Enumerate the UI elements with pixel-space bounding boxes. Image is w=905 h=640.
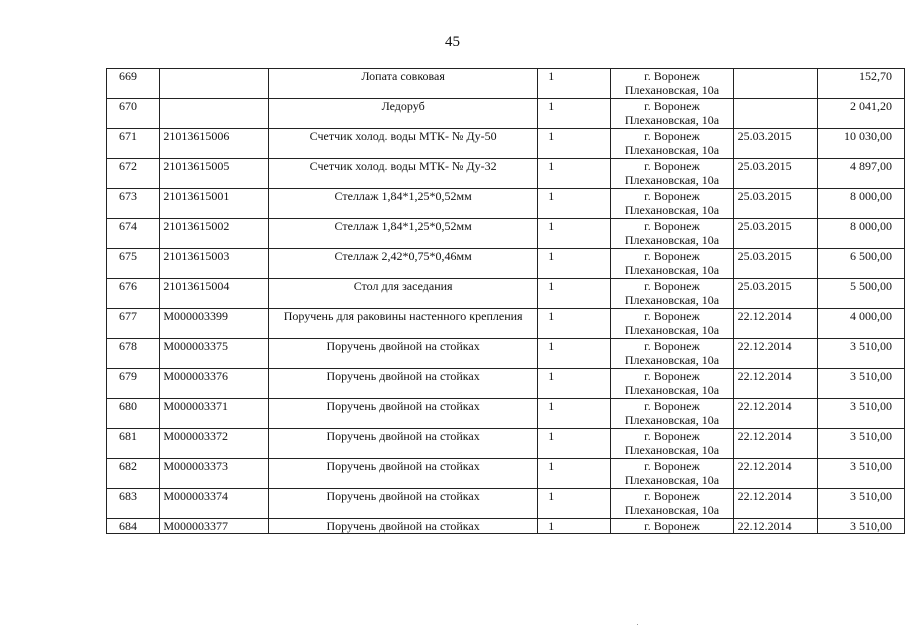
row-number-cell: 673: [107, 189, 160, 219]
inventory-table: [106, 68, 905, 534]
inventory-number-cell: 21013615001: [160, 189, 269, 219]
quantity-cell: 1: [538, 159, 611, 189]
table-row: [107, 489, 905, 519]
address-street: Плехановская, 10а: [624, 173, 720, 187]
address-street: Плехановская, 10а: [624, 143, 720, 157]
address-cell: [611, 279, 733, 309]
quantity-cell: 1: [538, 519, 611, 534]
row-number-cell: 672: [107, 159, 160, 189]
item-name-cell: Счетчик холод. воды МТК- № Ду-32: [269, 159, 538, 189]
row-number-cell: 678: [107, 339, 160, 369]
quantity-cell: 1: [538, 99, 611, 129]
address-street: Плехановская, 10а: [624, 323, 720, 337]
item-name-cell: Поручень двойной на стойках: [269, 519, 538, 534]
amount-cell: 3 510,00: [817, 399, 904, 429]
amount-cell: 5 500,00: [817, 279, 904, 309]
item-name-cell: Стол для заседания: [269, 279, 538, 309]
item-name-cell: Поручень двойной на стойках: [269, 459, 538, 489]
item-name-cell: Стеллаж 1,84*1,25*0,52мм: [269, 189, 538, 219]
date-cell: 22.12.2014: [733, 519, 817, 534]
date-cell: 25.03.2015: [733, 159, 817, 189]
item-name-cell: Счетчик холод. воды МТК- № Ду-50: [269, 129, 538, 159]
address-street: Плехановская, 10а: [624, 503, 720, 517]
row-number-cell: 674: [107, 219, 160, 249]
table-row: [107, 219, 905, 249]
amount-cell: 6 500,00: [817, 249, 904, 279]
address-city: г. Воронеж: [644, 219, 700, 233]
quantity-cell: 1: [538, 459, 611, 489]
date-cell: 22.12.2014: [733, 369, 817, 399]
inventory-number-cell: [160, 99, 269, 129]
item-name-cell: Лопата совковая: [269, 69, 538, 99]
table-row: [107, 369, 905, 399]
table-row: [107, 459, 905, 489]
item-name-cell: Ледоруб: [269, 99, 538, 129]
row-number-cell: 669: [107, 69, 160, 99]
address-street: Плехановская, 10а: [624, 293, 720, 307]
address-cell: [611, 519, 733, 534]
address-city: г. Воронеж: [644, 429, 700, 443]
item-name-cell: Стеллаж 2,42*0,75*0,46мм: [269, 249, 538, 279]
table-row: [107, 249, 905, 279]
address-city: г. Воронеж: [644, 309, 700, 323]
table-row: [107, 69, 905, 99]
address-cell: [611, 219, 733, 249]
inventory-table-body: [107, 69, 905, 534]
date-cell: 22.12.2014: [733, 459, 817, 489]
address-cell: [611, 339, 733, 369]
quantity-cell: 1: [538, 429, 611, 459]
amount-cell: 4 000,00: [817, 309, 904, 339]
table-row: [107, 429, 905, 459]
table-row: [107, 399, 905, 429]
quantity-cell: 1: [538, 489, 611, 519]
item-name-cell: Поручень двойной на стойках: [269, 489, 538, 519]
address-cell: [611, 399, 733, 429]
date-cell: [733, 99, 817, 129]
amount-cell: 3 510,00: [817, 369, 904, 399]
amount-cell: 3 510,00: [817, 459, 904, 489]
date-cell: 25.03.2015: [733, 219, 817, 249]
item-name-cell: Поручень для раковины настенного крепления: [269, 309, 538, 339]
amount-cell: 10 030,00: [817, 129, 904, 159]
date-cell: 22.12.2014: [733, 489, 817, 519]
row-number-cell: 679: [107, 369, 160, 399]
inventory-number-cell: 21013615006: [160, 129, 269, 159]
row-number-cell: 671: [107, 129, 160, 159]
address-cell: [611, 249, 733, 279]
address-cell: [611, 129, 733, 159]
address-city: г. Воронеж: [644, 249, 700, 263]
address-city: г. Воронеж: [644, 459, 700, 473]
table-row: [107, 519, 905, 534]
address-cell: [611, 99, 733, 129]
scan-speck: [637, 624, 638, 625]
address-street: Плехановская, 10а: [624, 263, 720, 277]
amount-cell: 2 041,20: [817, 99, 904, 129]
address-street: Плехановская, 10а: [624, 113, 720, 127]
table-row: [107, 279, 905, 309]
address-street: Плехановская, 10а: [624, 353, 720, 367]
amount-cell: 152,70: [817, 69, 904, 99]
date-cell: 25.03.2015: [733, 189, 817, 219]
row-number-cell: 670: [107, 99, 160, 129]
row-number-cell: 681: [107, 429, 160, 459]
address-city: г. Воронеж: [644, 159, 700, 173]
row-number-cell: 683: [107, 489, 160, 519]
inventory-number-cell: М000003373: [160, 459, 269, 489]
address-city: г. Воронеж: [644, 369, 700, 383]
inventory-number-cell: М000003372: [160, 429, 269, 459]
row-number-cell: 684: [107, 519, 160, 534]
amount-cell: 3 510,00: [817, 489, 904, 519]
quantity-cell: 1: [538, 69, 611, 99]
date-cell: 25.03.2015: [733, 249, 817, 279]
table-row: [107, 189, 905, 219]
address-cell: [611, 489, 733, 519]
address-city: г. Воронеж: [644, 129, 700, 143]
table-row: [107, 99, 905, 129]
item-name-cell: Поручень двойной на стойках: [269, 369, 538, 399]
date-cell: [733, 69, 817, 99]
amount-cell: 3 510,00: [817, 429, 904, 459]
inventory-number-cell: М000003399: [160, 309, 269, 339]
quantity-cell: 1: [538, 189, 611, 219]
quantity-cell: 1: [538, 399, 611, 429]
address-city: г. Воронеж: [644, 279, 700, 293]
quantity-cell: 1: [538, 129, 611, 159]
quantity-cell: 1: [538, 369, 611, 399]
row-number-cell: 682: [107, 459, 160, 489]
address-cell: [611, 459, 733, 489]
inventory-number-cell: М000003371: [160, 399, 269, 429]
address-city: г. Воронеж: [644, 399, 700, 413]
page-number: 45: [445, 34, 460, 50]
address-city: г. Воронеж: [644, 189, 700, 203]
item-name-cell: Стеллаж 1,84*1,25*0,52мм: [269, 219, 538, 249]
item-name-cell: Поручень двойной на стойках: [269, 399, 538, 429]
address-city: г. Воронеж: [644, 99, 700, 113]
address-cell: [611, 189, 733, 219]
table-row: [107, 339, 905, 369]
inventory-number-cell: 21013615004: [160, 279, 269, 309]
row-number-cell: 676: [107, 279, 160, 309]
address-city: г. Воронеж: [644, 339, 700, 353]
amount-cell: 3 510,00: [817, 339, 904, 369]
date-cell: 25.03.2015: [733, 129, 817, 159]
date-cell: 25.03.2015: [733, 279, 817, 309]
inventory-number-cell: 21013615003: [160, 249, 269, 279]
date-cell: 22.12.2014: [733, 339, 817, 369]
date-cell: 22.12.2014: [733, 309, 817, 339]
amount-cell: 3 510,00: [817, 519, 904, 534]
address-cell: [611, 159, 733, 189]
quantity-cell: 1: [538, 309, 611, 339]
row-number-cell: 675: [107, 249, 160, 279]
address-city: г. Воронеж: [644, 489, 700, 503]
date-cell: 22.12.2014: [733, 429, 817, 459]
address-street: Плехановская, 10а: [624, 233, 720, 247]
table-row: [107, 159, 905, 189]
quantity-cell: 1: [538, 279, 611, 309]
amount-cell: 8 000,00: [817, 219, 904, 249]
date-cell: 22.12.2014: [733, 399, 817, 429]
address-city: г. Воронеж: [644, 519, 700, 533]
address-city: г. Воронеж: [644, 69, 700, 83]
quantity-cell: 1: [538, 219, 611, 249]
address-street: Плехановская, 10а: [624, 383, 720, 397]
address-cell: [611, 429, 733, 459]
inventory-number-cell: 21013615005: [160, 159, 269, 189]
address-street: Плехановская, 10а: [624, 203, 720, 217]
item-name-cell: Поручень двойной на стойках: [269, 339, 538, 369]
quantity-cell: 1: [538, 249, 611, 279]
inventory-number-cell: М000003377: [160, 519, 269, 534]
table-row: [107, 309, 905, 339]
item-name-cell: Поручень двойной на стойках: [269, 429, 538, 459]
address-cell: [611, 309, 733, 339]
quantity-cell: 1: [538, 339, 611, 369]
inventory-number-cell: [160, 69, 269, 99]
inventory-number-cell: М000003374: [160, 489, 269, 519]
address-street: Плехановская, 10а: [624, 413, 720, 427]
address-street: Плехановская, 10а: [624, 83, 720, 97]
amount-cell: 8 000,00: [817, 189, 904, 219]
address-cell: [611, 69, 733, 99]
address-cell: [611, 369, 733, 399]
table-row: [107, 129, 905, 159]
inventory-number-cell: М000003376: [160, 369, 269, 399]
address-street: Плехановская, 10а: [624, 443, 720, 457]
row-number-cell: 677: [107, 309, 160, 339]
inventory-number-cell: 21013615002: [160, 219, 269, 249]
amount-cell: 4 897,00: [817, 159, 904, 189]
address-street: Плехановская, 10а: [624, 473, 720, 487]
row-number-cell: 680: [107, 399, 160, 429]
inventory-number-cell: М000003375: [160, 339, 269, 369]
